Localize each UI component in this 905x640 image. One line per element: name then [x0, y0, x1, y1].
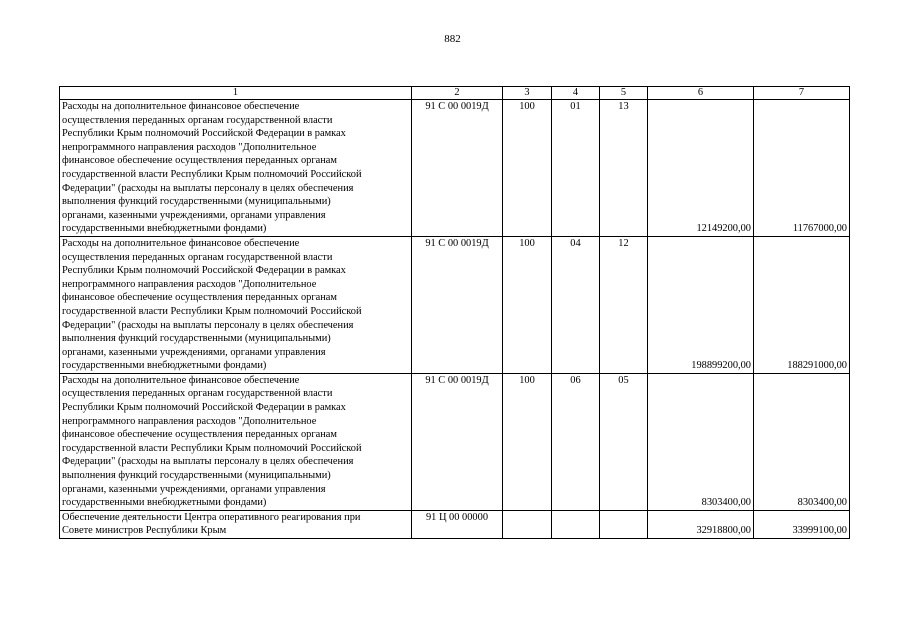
- table-row: [60, 100, 850, 237]
- table-row: [60, 236, 850, 373]
- header-row: [60, 87, 850, 100]
- header-cell-5: 5: [600, 87, 648, 100]
- row-amount-col6: 198899200,00: [648, 236, 754, 373]
- row-col4: [552, 510, 600, 538]
- page-number: 882: [444, 33, 461, 45]
- row-col5: [600, 510, 648, 538]
- row-amount-col6: 12149200,00: [648, 100, 754, 237]
- row-description: Расходы на дополнительное финансовое обеспечение осуществления переданных органам государственной власти Республики Крым полномочий Российской Федерации в рамках непрограммного направления расходов "Дополнительное финансовое обеспечение осуществления переданных органам государственной власти Республики Крым полномочий Российской Федерации" (расходы на выплаты персоналу в целях обеспечения выполнения функций государственными (муниципальными) органами, казенными учреждениями, органами управления государственными внебюджетными фондами): [60, 373, 412, 510]
- row-code: 91 Ц 00 00000: [412, 510, 503, 538]
- row-col4: 01: [552, 100, 600, 237]
- row-amount-col7: 188291000,00: [754, 236, 850, 373]
- header-cell-6: 6: [648, 87, 754, 100]
- row-col5: 13: [600, 100, 648, 237]
- row-code: 91 С 00 0019Д: [412, 100, 503, 237]
- row-description: Обеспечение деятельности Центра оперативного реагирования при Совете министров Республики Крым: [60, 510, 412, 538]
- header-cell-4: 4: [552, 87, 600, 100]
- row-col5: 05: [600, 373, 648, 510]
- row-col3: 100: [503, 236, 552, 373]
- table-row: [60, 373, 850, 510]
- header-cell-7: 7: [754, 87, 850, 100]
- header-cell-3: 3: [503, 87, 552, 100]
- table-row: [60, 510, 850, 538]
- row-amount-col7: 11767000,00: [754, 100, 850, 237]
- row-amount-col6: 8303400,00: [648, 373, 754, 510]
- row-col3: [503, 510, 552, 538]
- row-col3: 100: [503, 373, 552, 510]
- row-description: Расходы на дополнительное финансовое обеспечение осуществления переданных органам государственной власти Республики Крым полномочий Российской Федерации в рамках непрограммного направления расходов "Дополнительное финансовое обеспечение осуществления переданных органам государственной власти Республики Крым полномочий Российской Федерации" (расходы на выплаты персоналу в целях обеспечения выполнения функций государственными (муниципальными) органами, казенными учреждениями, органами управления государственными внебюджетными фондами): [60, 236, 412, 373]
- budget-table: [59, 86, 850, 539]
- row-col5: 12: [600, 236, 648, 373]
- header-cell-2: 2: [412, 87, 503, 100]
- row-amount-col6: 32918800,00: [648, 510, 754, 538]
- row-code: 91 С 00 0019Д: [412, 236, 503, 373]
- row-amount-col7: 8303400,00: [754, 373, 850, 510]
- row-col3: 100: [503, 100, 552, 237]
- row-col4: 04: [552, 236, 600, 373]
- header-cell-1: 1: [60, 87, 412, 100]
- row-col4: 06: [552, 373, 600, 510]
- row-description: Расходы на дополнительное финансовое обеспечение осуществления переданных органам государственной власти Республики Крым полномочий Российской Федерации в рамках непрограммного направления расходов "Дополнительное финансовое обеспечение осуществления переданных органам государственной власти Республики Крым полномочий Российской Федерации" (расходы на выплаты персоналу в целях обеспечения выполнения функций государственными (муниципальными) органами, казенными учреждениями, органами управления государственными внебюджетными фондами): [60, 100, 412, 237]
- row-code: 91 С 00 0019Д: [412, 373, 503, 510]
- row-amount-col7: 33999100,00: [754, 510, 850, 538]
